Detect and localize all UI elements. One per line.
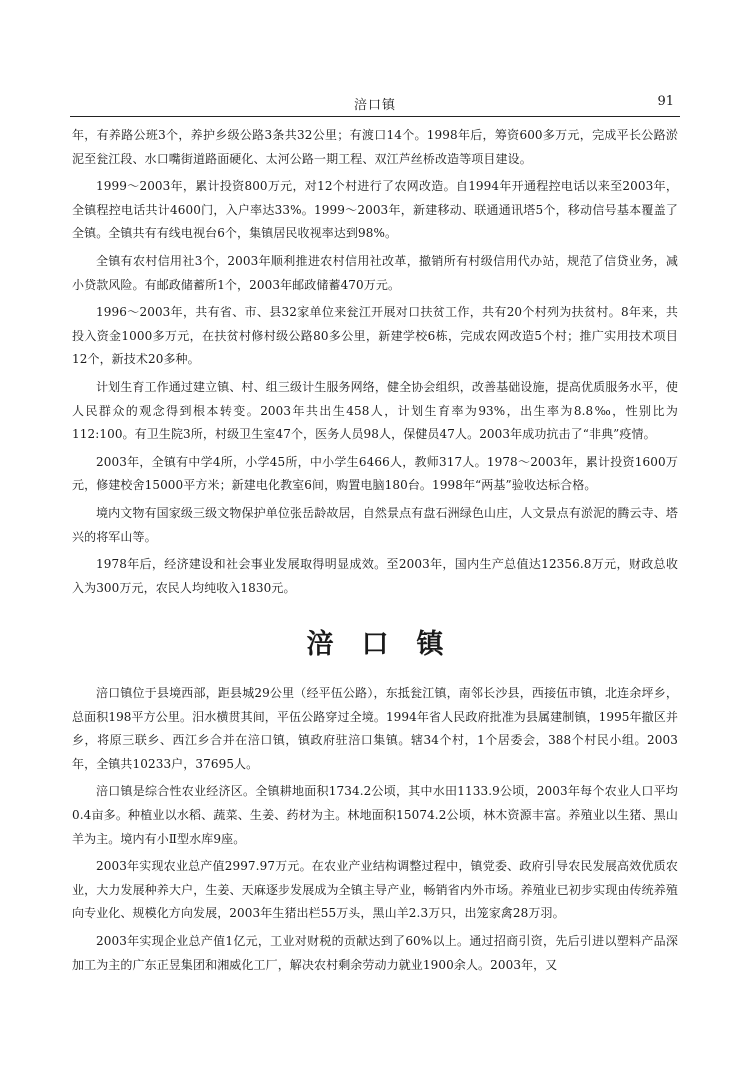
paragraph: 1999～2003年，累计投资800万元，对12个村进行了农网改造。自1994年开通程控电话以来至2003年，全镇程控电话共计4600门，入户率达33%。1999～2003年，新建移动、联通通讯塔5个，移动信号基本覆盖了全镇。全镇共有有线电视台6个，集镇居民收视率达到98%。 <box>72 179 678 241</box>
paragraph: 境内文物有国家级三级文物保护单位张岳龄故居，自然景点有盘石洲绿色山庄，人文景点有淤泥的腾云寺、塔兴的将军山等。 <box>72 505 678 544</box>
section-town-text <box>72 682 678 981</box>
section-previous-town-text <box>72 124 678 604</box>
paragraph: 2003年实现企业总产值1亿元，工业对财税的贡献达到了60%以上。通过招商引资，先后引进以塑料产品深加工为主的广东正昱集团和湘威化工厂，解决农村剩余劳动力就业1900余人。2003年，又 <box>72 933 678 972</box>
paragraph: 计划生育工作通过建立镇、村、组三级计生服务网络，健全协会组织，改善基础设施，提高优质服务水平，使人民群众的观念得到根本转变。2003年共出生458人，计划生育率为93%，出生率为8.8‰，性别比为112:100。有卫生院3所，村级卫生室47个，医务人员98人，保健员47人。2003年成功抗击了“非典”疫情。 <box>72 379 678 442</box>
paragraph: 2003年，全镇有中学4所，小学45所，中小学生6466人，教师317人。1978～2003年，累计投资1600万元，修建校舍15000平方米；新建电化教室6间，购置电脑180台。1998年“两基”验收达标合格。 <box>72 454 678 493</box>
paragraph: 涪口镇是综合性农业经济区。全镇耕地面积1734.2公顷，其中水田1133.9公顷，2003年每个农业人口平均0.4亩多。种植业以水稻、蔬菜、生姜、药材为主。林地面积15074.2公顷，林木资源丰富。养殖业以生猪、黑山羊为主。境内有小Ⅱ型水库9座。 <box>72 784 678 846</box>
paragraph: 全镇有农村信用社3个，2003年顺利推进农村信用社改革，撤销所有村级信用代办站，规范了信贷业务，减小贷款风险。有邮政储蓄所1个，2003年邮政储蓄470万元。 <box>72 253 678 292</box>
section-title: 涪口镇 <box>306 629 472 660</box>
paragraph: 2003年实现农业总产值2997.97万元。在农业产业结构调整过程中，镇党委、政府引导农民发展高效优质农业，大力发展种养大户，生姜、天麻逐步发展成为全镇主导产业，畅销省内外市场。养殖业已初步实现由传统养殖向专业化、规模化方向发展，2003年生猪出栏55万头，黑山羊2.3万只，出笼家禽28万羽。 <box>72 859 678 921</box>
page-header <box>70 90 680 117</box>
paragraph: 1996～2003年，共有省、市、县32家单位来瓮江开展对口扶贫工作，共有20个村列为扶贫村。8年来，共投入资金1000多万元，在扶贫村修村级公路80多公里，新建学校6栋，完成农网改造5个村；推广实用技术项目12个，新技术20多种。 <box>72 305 678 367</box>
paragraph: 涪口镇位于县境西部，距县城29公里（经平伍公路），东抵瓮江镇，南邻长沙县，西接伍市镇，北连余坪乡，总面积198平方公里。汨水横贯其间，平伍公路穿过全境。1994年省人民政府批准为县属建制镇，1995年撤区并乡，将原三联乡、西江乡合并在涪口镇，镇政府驻涪口集镇。辖34个村，1个居委会，388个村民小组。2003年，全镇共10233户，37695人。 <box>72 686 678 771</box>
paragraph: 1978年后，经济建设和社会事业发展取得明显成效。至2003年，国内生产总值达12356.8万元，财政总收入为300万元，农民人均纯收入1830元。 <box>72 557 678 595</box>
paragraph-continued: 年，有养路公班3个，养护乡级公路3条共32公里；有渡口14个。1998年后，筹资600多万元，完成平长公路淤泥至瓮江段、水口嘴街道路面硬化、太河公路一期工程、双江芦丝桥改造等项目建设。 <box>72 128 678 166</box>
running-title: 涪口镇 <box>353 98 396 113</box>
page-number: 91 <box>657 94 674 109</box>
